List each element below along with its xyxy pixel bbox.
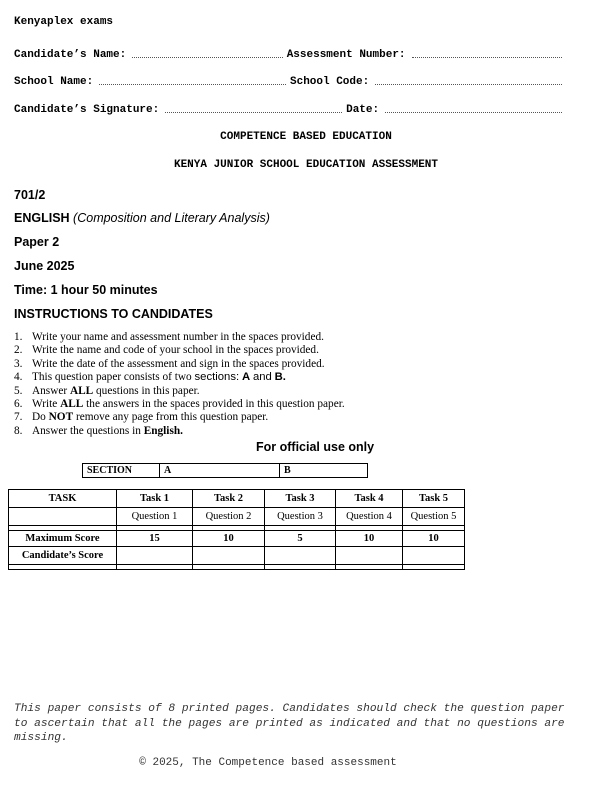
section-a-cell: A <box>160 464 280 478</box>
exam-source-header: Kenyaplex exams <box>14 16 114 28</box>
section-b-cell: B <box>280 464 368 478</box>
date-label: Date: <box>346 104 380 116</box>
task-cell: Task 3 <box>265 490 336 508</box>
score-table <box>8 489 465 570</box>
max-score-cell: 10 <box>336 531 403 547</box>
section-label-cell: SECTION <box>83 464 160 478</box>
school-code-field[interactable] <box>375 83 562 85</box>
task-cell: Task 5 <box>403 490 465 508</box>
candidate-score-input[interactable] <box>265 547 336 565</box>
signature-label: Candidate’s Signature: <box>14 104 160 116</box>
assessment-number-label: Assessment Number: <box>286 49 406 61</box>
task-header-cell: TASK <box>9 490 117 508</box>
school-code-label: School Code: <box>290 76 370 88</box>
question-cell: Question 3 <box>265 508 336 526</box>
date-field[interactable] <box>385 111 562 113</box>
official-use-label: For official use only <box>256 440 375 454</box>
instruction-item: 8. Answer the questions in English. <box>14 424 183 437</box>
section-table <box>82 463 368 478</box>
task-cell: Task 2 <box>193 490 265 508</box>
signature-date-row <box>14 102 562 116</box>
candidate-score-input[interactable] <box>193 547 265 565</box>
school-name-label: School Name: <box>14 76 94 88</box>
paper-code: 701/2 <box>14 188 46 202</box>
instruction-item: 2. Write the name and code of your school in the spaces provided. <box>14 344 319 357</box>
question-cell: Question 5 <box>403 508 465 526</box>
candidate-score-input[interactable] <box>336 547 403 565</box>
paper-time: Time: 1 hour 50 minutes <box>14 283 158 297</box>
paper-number: Paper 2 <box>14 235 60 249</box>
candidate-name-field[interactable] <box>132 56 282 58</box>
max-score-cell: 15 <box>117 531 193 547</box>
assessment-number-field[interactable] <box>412 56 562 58</box>
title-assessment: KENYA JUNIOR SCHOOL EDUCATION ASSESSMENT <box>173 159 439 171</box>
instruction-item: 6. Write ALL the answers in the spaces provided in this question paper. <box>14 398 345 411</box>
instruction-item: 4. This question paper consists of two sections: A and B. <box>14 371 286 384</box>
task-cell: Task 1 <box>117 490 193 508</box>
name-assessment-row <box>14 47 562 61</box>
candidate-score-input[interactable] <box>117 547 193 565</box>
copyright: © 2025, The Competence based assessment <box>139 757 397 769</box>
candidate-name-label: Candidate’s Name: <box>14 49 127 61</box>
max-score-cell: 5 <box>265 531 336 547</box>
candidate-score-label: Candidate’s Score <box>9 547 117 565</box>
school-row <box>14 74 562 88</box>
instruction-item: 5. Answer ALL questions in this paper. <box>14 384 200 397</box>
max-score-cell: 10 <box>403 531 465 547</box>
max-score-cell: 10 <box>193 531 265 547</box>
signature-field[interactable] <box>165 111 342 113</box>
subject-name: ENGLISH <box>14 211 70 225</box>
instruction-item: 3. Write the date of the assessment and sign in the spaces provided. <box>14 357 325 370</box>
question-cell: Question 4 <box>336 508 403 526</box>
instructions-heading: INSTRUCTIONS TO CANDIDATES <box>14 307 213 321</box>
task-cell: Task 4 <box>336 490 403 508</box>
title-competence: COMPETENCE BASED EDUCATION <box>220 131 392 143</box>
subject-line <box>14 211 270 225</box>
question-cell: Question 1 <box>117 508 193 526</box>
instruction-item: 7. Do NOT remove any page from this question paper. <box>14 411 269 424</box>
candidate-score-input[interactable] <box>403 547 465 565</box>
subject-subtitle: (Composition and Literary Analysis) <box>73 211 270 225</box>
pages-note: This paper consists of 8 printed pages. Candidates should check the question paper to ascertain that all the pages are printed as indicated and that no questions are missing. <box>14 703 565 744</box>
school-name-field[interactable] <box>99 83 286 85</box>
max-score-label: Maximum Score <box>9 531 117 547</box>
instruction-item: 1. Write your name and assessment number in the spaces provided. <box>14 331 324 343</box>
paper-date: June 2025 <box>14 259 75 273</box>
instructions-list <box>14 331 345 438</box>
blank-cell <box>9 508 117 526</box>
question-cell: Question 2 <box>193 508 265 526</box>
